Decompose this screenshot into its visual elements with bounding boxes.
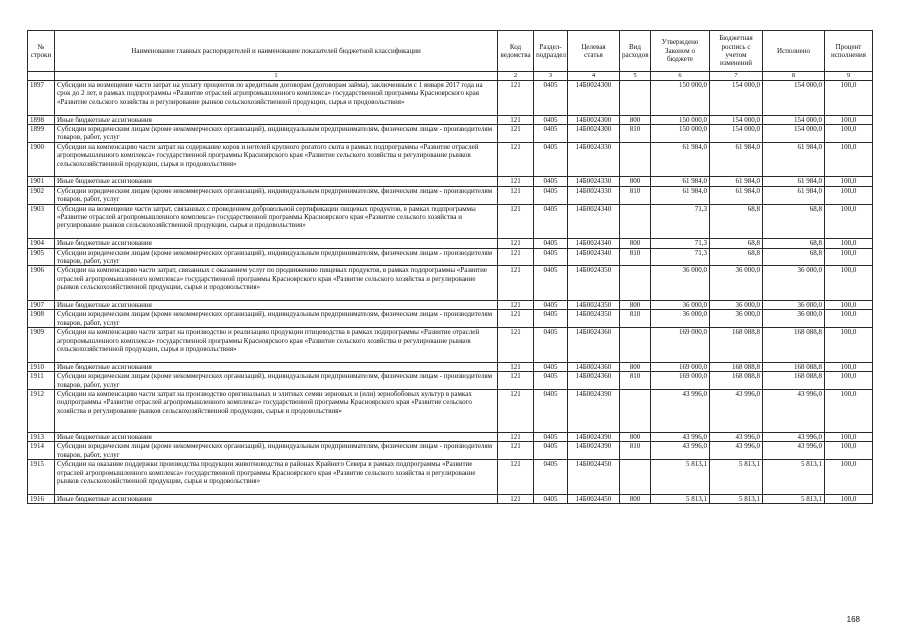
row-section: 0405: [534, 81, 568, 116]
row-article: 14Б0024390: [568, 390, 620, 433]
row-number: 1910: [28, 362, 55, 371]
row-article: 14Б0024300: [568, 81, 620, 116]
row-executed: 43 996,0: [763, 390, 825, 433]
row-planned: 154 000,0: [710, 125, 763, 143]
row-exp-type: 800: [620, 494, 651, 503]
row-article: 14Б0024300: [568, 115, 620, 124]
row-number: 1909: [28, 328, 55, 363]
table-row: [28, 362, 873, 371]
row-planned: 61 984,0: [710, 142, 763, 177]
row-article: 14Б0024340: [568, 248, 620, 266]
column-number: 6: [651, 72, 710, 81]
row-executed: 36 000,0: [763, 301, 825, 310]
row-approved: 61 984,0: [651, 177, 710, 186]
row-section: 0405: [534, 115, 568, 124]
row-code: 121: [498, 301, 534, 310]
row-planned: 61 984,0: [710, 186, 763, 204]
row-approved: 36 000,0: [651, 301, 710, 310]
row-section: 0405: [534, 301, 568, 310]
row-approved: 5 813,1: [651, 460, 710, 495]
row-percent: 100,0: [825, 433, 873, 442]
column-number: 8: [763, 72, 825, 81]
row-number: 1913: [28, 433, 55, 442]
row-article: 14Б0024300: [568, 125, 620, 143]
row-executed: 43 996,0: [763, 433, 825, 442]
row-planned: 61 984,0: [710, 177, 763, 186]
row-approved: 71,3: [651, 248, 710, 266]
row-section: 0405: [534, 266, 568, 301]
row-name: Иные бюджетные ассигнования: [55, 177, 498, 186]
row-section: 0405: [534, 142, 568, 177]
row-executed: 36 000,0: [763, 266, 825, 301]
row-approved: 71,3: [651, 239, 710, 248]
row-number: 1915: [28, 460, 55, 495]
row-section: 0405: [534, 362, 568, 371]
row-exp-type: [620, 266, 651, 301]
row-number: 1901: [28, 177, 55, 186]
row-executed: 68,8: [763, 239, 825, 248]
row-name: Иные бюджетные ассигнования: [55, 494, 498, 503]
row-approved: 169 000,0: [651, 328, 710, 363]
row-name: Субсидии юридическим лицам (кроме некоммерческих организаций), индивидуальным предпринимателям, физическим лицам - производителям товаров, работ, услуг: [55, 248, 498, 266]
row-name: Иные бюджетные ассигнования: [55, 362, 498, 371]
header-section: Раздел- подраздел: [534, 31, 568, 72]
row-section: 0405: [534, 125, 568, 143]
table-row: [28, 125, 873, 143]
table-row: [28, 328, 873, 363]
row-approved: 61 984,0: [651, 142, 710, 177]
row-approved: 5 813,1: [651, 494, 710, 503]
column-number: [28, 72, 55, 81]
page-number: 168: [846, 615, 860, 624]
row-name: Субсидии юридическим лицам (кроме некоммерческих организаций), индивидуальным предпринимателям, физическим лицам - производителям товаров, работ, услуг: [55, 125, 498, 143]
row-code: 121: [498, 239, 534, 248]
row-percent: 100,0: [825, 81, 873, 116]
header-percent: Процент исполнения: [825, 31, 873, 72]
row-exp-type: 810: [620, 125, 651, 143]
table-row: [28, 460, 873, 495]
row-section: 0405: [534, 310, 568, 328]
table-row: [28, 248, 873, 266]
row-name: Субсидии на оказание поддержки производства продукции животноводства в районах Крайнего Севера в рамках подпрограммы «Развитие отраслей агропромышленного комплекса» государственной программы Красноярского края «Развитие сельского хозяйства и регулирование рынков сельскохозяйственной продукции, сырья и продовольствия»: [55, 460, 498, 495]
row-executed: 61 984,0: [763, 177, 825, 186]
row-percent: 100,0: [825, 390, 873, 433]
row-executed: 154 000,0: [763, 81, 825, 116]
row-number: 1911: [28, 372, 55, 390]
row-exp-type: 810: [620, 372, 651, 390]
row-code: 121: [498, 266, 534, 301]
header-exp-type: Вид расходов: [620, 31, 651, 72]
row-article: 14Б0024340: [568, 204, 620, 239]
row-article: 14Б0024450: [568, 494, 620, 503]
table-row: [28, 142, 873, 177]
row-approved: 150 000,0: [651, 81, 710, 116]
table-row: [28, 310, 873, 328]
column-number: 1: [55, 72, 498, 81]
row-code: 121: [498, 460, 534, 495]
column-number: 3: [534, 72, 568, 81]
row-article: 14Б0024350: [568, 266, 620, 301]
row-approved: 36 000,0: [651, 310, 710, 328]
row-code: 121: [498, 310, 534, 328]
row-name: Иные бюджетные ассигнования: [55, 115, 498, 124]
table-row: [28, 186, 873, 204]
row-planned: 36 000,0: [710, 266, 763, 301]
row-planned: 168 088,8: [710, 362, 763, 371]
row-number: 1905: [28, 248, 55, 266]
header-article: Целевая статья: [568, 31, 620, 72]
row-code: 121: [498, 115, 534, 124]
row-percent: 100,0: [825, 248, 873, 266]
header-executed: Исполнено: [763, 31, 825, 72]
row-planned: 168 088,8: [710, 372, 763, 390]
row-number: 1916: [28, 494, 55, 503]
row-section: 0405: [534, 328, 568, 363]
row-percent: 100,0: [825, 204, 873, 239]
row-approved: 150 000,0: [651, 125, 710, 143]
row-exp-type: [620, 142, 651, 177]
row-percent: 100,0: [825, 266, 873, 301]
row-article: 14Б0024350: [568, 301, 620, 310]
row-executed: 68,8: [763, 204, 825, 239]
row-section: 0405: [534, 372, 568, 390]
row-approved: 43 996,0: [651, 390, 710, 433]
row-code: 121: [498, 328, 534, 363]
row-executed: 168 088,8: [763, 328, 825, 363]
row-name: Субсидии на возмещение части затрат, связанных с проведением добровольной сертификации пищевых продуктов, в рамках подпрограммы «Развитие отраслей агропромышленного комплекса» государственной программы Красноярского края «Развитие сельского хозяйства и регулирование рынков сельскохозяйственной продукции, сырья и продовольствия»: [55, 204, 498, 239]
row-executed: 61 984,0: [763, 186, 825, 204]
row-exp-type: [620, 328, 651, 363]
row-percent: 100,0: [825, 442, 873, 460]
row-section: 0405: [534, 494, 568, 503]
column-number: 5: [620, 72, 651, 81]
column-number: 4: [568, 72, 620, 81]
row-exp-type: 800: [620, 301, 651, 310]
row-exp-type: 800: [620, 362, 651, 371]
row-planned: 5 813,1: [710, 494, 763, 503]
table-row: [28, 177, 873, 186]
row-code: 121: [498, 142, 534, 177]
row-article: 14Б0024360: [568, 328, 620, 363]
column-number: 7: [710, 72, 763, 81]
row-exp-type: 810: [620, 310, 651, 328]
row-exp-type: 800: [620, 177, 651, 186]
row-name: Субсидии юридическим лицам (кроме некоммерческих организаций), индивидуальным предпринимателям, физическим лицам - производителям товаров, работ, услуг: [55, 186, 498, 204]
row-approved: 43 996,0: [651, 442, 710, 460]
row-name: Субсидии на компенсацию части затрат на содержание коров и нетелей крупного рогатого скота в рамках подпрограммы «Развитие отраслей агропромышленного комплекса» государственной программы Красноярского края «Развитие сельского хозяйства и регулирование рынков сельскохозяйственной продукции, сырья и продовольствия»: [55, 142, 498, 177]
row-executed: 5 813,1: [763, 460, 825, 495]
row-code: 121: [498, 442, 534, 460]
table-row: [28, 301, 873, 310]
row-section: 0405: [534, 239, 568, 248]
row-section: 0405: [534, 204, 568, 239]
row-exp-type: 800: [620, 115, 651, 124]
row-code: 121: [498, 204, 534, 239]
row-number: 1899: [28, 125, 55, 143]
row-article: 14Б0024330: [568, 186, 620, 204]
row-section: 0405: [534, 177, 568, 186]
row-approved: 169 000,0: [651, 362, 710, 371]
row-planned: 5 813,1: [710, 460, 763, 495]
table-row: [28, 239, 873, 248]
row-number: 1903: [28, 204, 55, 239]
row-section: 0405: [534, 442, 568, 460]
column-number: 9: [825, 72, 873, 81]
row-planned: 154 000,0: [710, 81, 763, 116]
row-number: 1907: [28, 301, 55, 310]
row-percent: 100,0: [825, 362, 873, 371]
row-approved: 150 000,0: [651, 115, 710, 124]
row-number: 1906: [28, 266, 55, 301]
row-executed: 36 000,0: [763, 310, 825, 328]
row-exp-type: [620, 81, 651, 116]
row-percent: 100,0: [825, 494, 873, 503]
row-code: 121: [498, 362, 534, 371]
row-planned: 68,8: [710, 248, 763, 266]
row-executed: 168 088,8: [763, 362, 825, 371]
table-body: [28, 81, 873, 504]
row-section: 0405: [534, 390, 568, 433]
column-number: 2: [498, 72, 534, 81]
row-code: 121: [498, 186, 534, 204]
row-section: 0405: [534, 248, 568, 266]
row-code: 121: [498, 81, 534, 116]
column-numbers-row: [28, 72, 873, 81]
row-approved: 71,3: [651, 204, 710, 239]
row-exp-type: 810: [620, 186, 651, 204]
row-number: 1897: [28, 81, 55, 116]
row-code: 121: [498, 125, 534, 143]
table-row: [28, 204, 873, 239]
row-exp-type: 800: [620, 433, 651, 442]
row-number: 1912: [28, 390, 55, 433]
header-planned: Бюджетная роспись с учетом изменений: [710, 31, 763, 72]
row-section: 0405: [534, 460, 568, 495]
row-approved: 61 984,0: [651, 186, 710, 204]
row-executed: 43 996,0: [763, 442, 825, 460]
header-name: Наименование главных распорядителей и наименование показателей бюджетной классификации: [55, 31, 498, 72]
header-num: № строки: [28, 31, 55, 72]
row-name: Субсидии на компенсацию части затрат на производство оригинальных и элитных семян зерновых и (или) зернобобовых культур в рамках подпрограммы «Развитие отраслей агропромышленного комплекса» государственной программы Красноярского края «Развитие сельского хозяйства и регулирование рынков сельскохозяйственной продукции, сырья и продовольствия»: [55, 390, 498, 433]
header-approved: Утверждено Законом о бюджете: [651, 31, 710, 72]
row-planned: 36 000,0: [710, 301, 763, 310]
row-percent: 100,0: [825, 239, 873, 248]
row-exp-type: 800: [620, 239, 651, 248]
row-name: Субсидии юридическим лицам (кроме некоммерческих организаций), индивидуальным предпринимателям, физическим лицам - производителям товаров, работ, услуг: [55, 442, 498, 460]
row-section: 0405: [534, 186, 568, 204]
row-exp-type: [620, 390, 651, 433]
row-article: 14Б0024390: [568, 442, 620, 460]
row-planned: 36 000,0: [710, 310, 763, 328]
row-name: Иные бюджетные ассигнования: [55, 301, 498, 310]
row-article: 14Б0024390: [568, 433, 620, 442]
table-header: [28, 31, 873, 81]
row-approved: 36 000,0: [651, 266, 710, 301]
row-exp-type: [620, 204, 651, 239]
row-approved: 43 996,0: [651, 433, 710, 442]
table-row: [28, 390, 873, 433]
table-row: [28, 433, 873, 442]
row-planned: 68,8: [710, 204, 763, 239]
row-code: 121: [498, 177, 534, 186]
row-exp-type: [620, 460, 651, 495]
row-planned: 68,8: [710, 239, 763, 248]
row-name: Субсидии на компенсацию части затрат, связанных с оказанием услуг по продвижению пищевых продуктов, в рамках подпрограммы «Развитие отраслей агропромышленного комплекса» государственной программы Красноярского края «Развитие сельского хозяйства и регулирование рынков сельскохозяйственной продукции, сырья и продовольствия»: [55, 266, 498, 301]
row-name: Субсидии на возмещение части затрат на уплату процентов по кредитным договорам (договорам займа), заключенным с 1 января 2017 года на срок до 2 лет, в рамках подпрограммы «Развитие отраслей агропромышленного комплекса» государственной программы Красноярского края «Развитие сельского хозяйства и регулирование рынков сельскохозяйственной продукции, сырья и продовольствия»: [55, 81, 498, 116]
row-executed: 68,8: [763, 248, 825, 266]
table-row: [28, 81, 873, 116]
row-article: 14Б0024360: [568, 362, 620, 371]
row-executed: 154 000,0: [763, 125, 825, 143]
table-row: [28, 372, 873, 390]
row-percent: 100,0: [825, 186, 873, 204]
row-percent: 100,0: [825, 115, 873, 124]
table-row: [28, 442, 873, 460]
row-number: 1914: [28, 442, 55, 460]
row-approved: 169 000,0: [651, 372, 710, 390]
row-code: 121: [498, 372, 534, 390]
row-article: 14Б0024330: [568, 177, 620, 186]
budget-table: [27, 30, 873, 504]
row-executed: 5 813,1: [763, 494, 825, 503]
row-exp-type: 810: [620, 248, 651, 266]
row-number: 1900: [28, 142, 55, 177]
row-name: Иные бюджетные ассигнования: [55, 239, 498, 248]
row-percent: 100,0: [825, 301, 873, 310]
row-percent: 100,0: [825, 460, 873, 495]
table-row: [28, 115, 873, 124]
header-code: Код ведомства: [498, 31, 534, 72]
row-executed: 154 000,0: [763, 115, 825, 124]
row-name: Субсидии юридическим лицам (кроме некоммерческих организаций), индивидуальным предпринимателям, физическим лицам - производителям товаров, работ, услуг: [55, 372, 498, 390]
row-article: 14Б0024450: [568, 460, 620, 495]
row-name: Иные бюджетные ассигнования: [55, 433, 498, 442]
table-row: [28, 494, 873, 503]
row-code: 121: [498, 494, 534, 503]
row-article: 14Б0024340: [568, 239, 620, 248]
table-row: [28, 266, 873, 301]
row-article: 14Б0024330: [568, 142, 620, 177]
row-exp-type: 810: [620, 442, 651, 460]
row-number: 1898: [28, 115, 55, 124]
row-executed: 168 088,8: [763, 372, 825, 390]
row-code: 121: [498, 433, 534, 442]
row-percent: 100,0: [825, 310, 873, 328]
row-percent: 100,0: [825, 177, 873, 186]
row-planned: 43 996,0: [710, 433, 763, 442]
row-planned: 43 996,0: [710, 390, 763, 433]
row-number: 1908: [28, 310, 55, 328]
row-percent: 100,0: [825, 328, 873, 363]
row-executed: 61 984,0: [763, 142, 825, 177]
row-code: 121: [498, 390, 534, 433]
row-planned: 43 996,0: [710, 442, 763, 460]
row-number: 1904: [28, 239, 55, 248]
row-percent: 100,0: [825, 125, 873, 143]
row-name: Субсидии юридическим лицам (кроме некоммерческих организаций), индивидуальным предпринимателям, физическим лицам - производителям товаров, работ, услуг: [55, 310, 498, 328]
row-number: 1902: [28, 186, 55, 204]
row-planned: 168 088,8: [710, 328, 763, 363]
row-name: Субсидии на компенсацию части затрат на производство и реализацию продукции птицеводства в рамках подпрограммы «Развитие отраслей агропромышленного комплекса» государственной программы Красноярского края «Развитие сельского хозяйства и регулирование рынков сельскохозяйственной продукции, сырья и продовольствия»: [55, 328, 498, 363]
row-section: 0405: [534, 433, 568, 442]
row-code: 121: [498, 248, 534, 266]
row-planned: 154 000,0: [710, 115, 763, 124]
row-percent: 100,0: [825, 372, 873, 390]
row-article: 14Б0024360: [568, 372, 620, 390]
row-article: 14Б0024350: [568, 310, 620, 328]
row-percent: 100,0: [825, 142, 873, 177]
